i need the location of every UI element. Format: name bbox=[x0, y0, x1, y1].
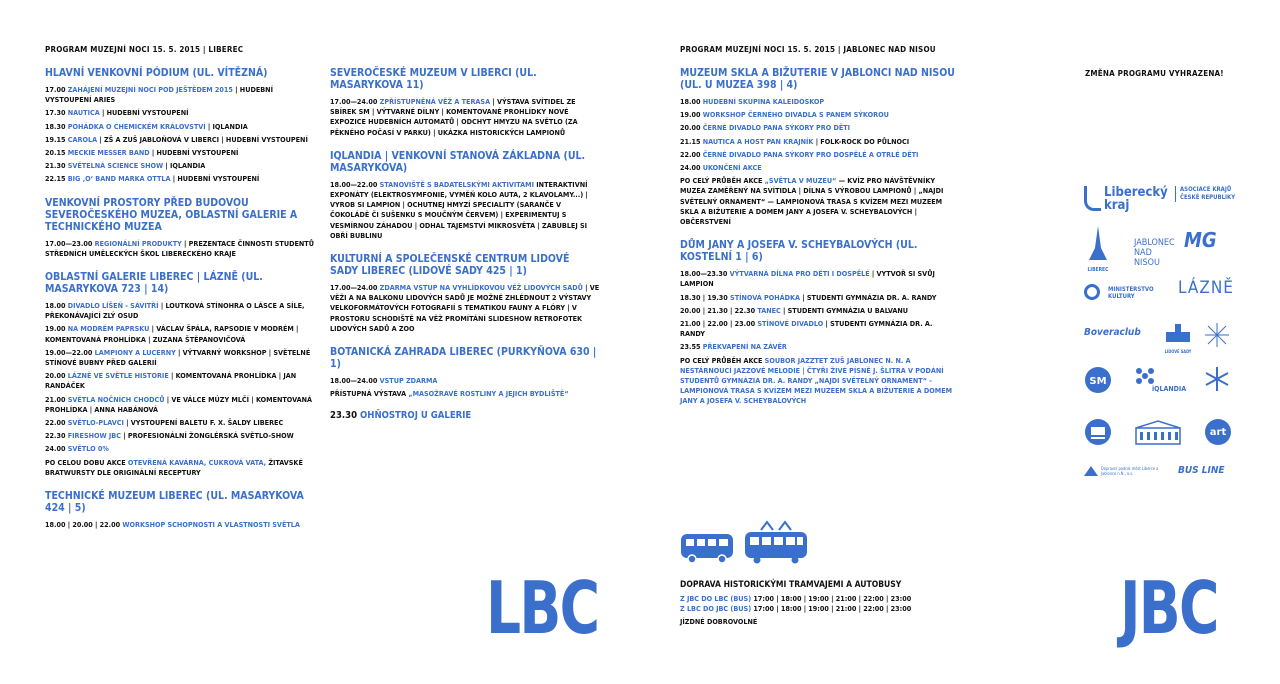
svg-text:SM: SM bbox=[1089, 376, 1107, 387]
item-detail: | VÝSTAVA SVÍTIDEL ZE SBÍREK SM | VÝTVARNÉ DÍLNY | KOMENTOVANÉ PROHLÍDKY NOVÉ EXPOZICE HUDEBNÍCH AUTOMATŮ | ODCHYT HMYZU NA SVĚTLO (ZA PĚKNÉHO POČASÍ V PARKU) | UKÁZKA HISTORICKÝCH LAMPIONŮ bbox=[330, 97, 578, 137]
section-title: VENKOVNÍ PROSTORY PŘED BUDOVOU SEVEROČESKÉHO MUZEA, OBLASTNÍ GALERIE A TECHNICKÉHO MUZEA bbox=[45, 196, 298, 233]
program-section bbox=[330, 67, 600, 138]
item-event: MECKIE MESSER BAND bbox=[67, 148, 150, 158]
transport-section bbox=[680, 580, 980, 627]
transport-row-2: Z LBC DO JBC (BUS) 17:00 | 18:00 | 19:00 | 21:00 | 22:00 | 23:00 bbox=[680, 604, 912, 614]
program-item bbox=[330, 389, 600, 399]
item-event: STÍNOVÁ POHÁDKA bbox=[730, 292, 801, 302]
section-title: IQLANDIA | VENKOVNÍ STANOVÁ ZÁKLADNA (UL. MASARYKOVA) bbox=[330, 149, 586, 174]
program-item bbox=[680, 306, 955, 316]
item-event: NAUTICA bbox=[67, 108, 100, 118]
iqlandia-logo: iQLANDIA bbox=[1134, 366, 1184, 394]
section-title: OBLASTNÍ GALERIE LIBEREC | LÁZNĚ (UL. MASARYKOVA 723 | 14) bbox=[45, 271, 263, 296]
item-time: 19.15 bbox=[45, 134, 66, 144]
item-detail: | HUDEBNÍ VYSTOUPENÍ ARIES bbox=[45, 85, 273, 105]
tram-icon bbox=[743, 520, 809, 568]
item-detail: | IQLANDIA bbox=[207, 121, 248, 131]
right-column bbox=[680, 67, 955, 419]
item-time: 18.30 bbox=[45, 121, 66, 131]
item-time: 20.00 bbox=[45, 371, 66, 381]
program-section bbox=[330, 150, 600, 241]
program-item bbox=[680, 97, 955, 107]
program-item bbox=[680, 269, 955, 289]
item-detail: ŽITAVSKÉ BRATWURSTY DLE ORIGINÁLNÍ RECEPTURY bbox=[45, 457, 303, 477]
right-header: PROGRAM MUZEJNÍ NOCI 15. 5. 2015 | JABLONEC NAD NISOU bbox=[680, 45, 936, 54]
item-time: 21.00 | 22.00 | 23.00 bbox=[680, 319, 756, 329]
section-title: MUZEUM SKLA A BIŽUTERIE V JABLONCI NAD NISOU (UL. U MUZEA 398 | 4) bbox=[680, 67, 955, 91]
item-event: OTEVŘENÁ KAVÁRNA, CUKROVÁ VATA, bbox=[127, 457, 267, 467]
item-time: 17.00—23.00 bbox=[45, 238, 93, 248]
item-event: ZPŘÍSTUPNĚNÁ VĚŽ A TERASA bbox=[379, 97, 491, 106]
program-item bbox=[330, 411, 600, 421]
program-item bbox=[45, 174, 315, 184]
museum-glass-logo: MG bbox=[1184, 228, 1217, 252]
bus-icon bbox=[680, 530, 734, 568]
item-event: ČERNÉ DIVADLO PANA SÝKORY PRO DĚTI bbox=[702, 123, 851, 133]
program-section bbox=[330, 346, 600, 399]
item-event: VÝTVARNÁ DÍLNA PRO DĚTI I DOSPĚLÉ bbox=[729, 269, 870, 279]
item-time: 18.00 bbox=[45, 301, 66, 311]
item-time: 19.00—22.00 bbox=[45, 347, 93, 357]
program-item bbox=[45, 431, 315, 441]
program-item bbox=[45, 148, 315, 158]
program-item bbox=[45, 348, 315, 368]
item-event: SOUBOR JAZZTET ZUŠ JABLONEC N. N. A NESTÁRNOUCÍ JAZZOVÉ MELODIE | ČTYŘI ŽIVÉ PÍSNĚ J. ŠLITRA V PODÁNÍ STUDENTŮ GYMNÁZIA DR. A. RANDY „NAJDI SVĚTELNÝ ORNAMENT“ - LAMPIONOVÁ TRASA S KVÍZEM MEZI MUZEEM SKLA A BIŽUTERIE A DOMEM JANY A JOSEFA V. SCHEYBALOVÝCH bbox=[680, 355, 953, 406]
item-time: PŘÍSTUPNÁ VÝSTAVA bbox=[330, 389, 407, 399]
item-event: SVĚTELNÁ SCIENCE SHOW bbox=[67, 161, 164, 171]
program-section bbox=[680, 239, 955, 406]
item-detail: | PROFESIONÁLNÍ ŽONGLÉRSKÁ SVĚTLO-SHOW bbox=[123, 431, 294, 441]
program-section bbox=[330, 253, 600, 334]
item-detail: — KVÍZ PRO NÁVŠTĚVNÍKY MUZEA ZAMĚŘENÝ NA SVÍTIDLA | DÍLNA S VÝROBOU LAMPIONŮ | „NAJDI SVĚTELNÝ ORNAMENT“ — LAMPIONOVÁ TRASA S KVÍZEM MEZI MUZEEM SKLA A BIŽUTERIE A DOMEM JANY A JOSEFA V. SCHEYBALOVÝCH | OBČERSTVENÍ bbox=[680, 176, 944, 227]
item-time: 24.00 bbox=[45, 444, 66, 454]
item-event: POHÁDKA O CHEMICKÉM KRÁLOVSTVÍ bbox=[67, 121, 206, 131]
section-title: HLAVNÍ VENKOVNÍ PÓDIUM (UL. VÍTĚZNÁ) bbox=[45, 67, 268, 79]
program-item bbox=[330, 376, 600, 386]
item-time: 20.15 bbox=[45, 148, 66, 158]
dopravni-podnik-logo: Dopravní podnik měst Liberce a Jablonce n.N., a.s. bbox=[1084, 466, 1164, 476]
item-time: 17.30 bbox=[45, 108, 66, 118]
jbc-label: JBC bbox=[1120, 566, 1218, 650]
item-time: 18.00—24.00 bbox=[330, 376, 378, 386]
item-event: STANOVIŠTĚ S BADATELSKÝMI AKTIVITAMI bbox=[379, 179, 534, 189]
item-event: NA MODRÉM PAPRSKU bbox=[67, 324, 150, 334]
item-event: NAUTICA A HOST PAN KRAJNÍK bbox=[702, 136, 814, 146]
liberecky-kraj-logo: Liberecký kraj bbox=[1084, 186, 1164, 212]
section-title: SEVEROČESKÉ MUZEUM V LIBERCI (UL. MASARYKOVA 11) bbox=[330, 67, 537, 91]
program-item bbox=[680, 293, 955, 303]
item-event: ČERNÉ DIVADLO PANA SÝKORY PRO DOSPĚLÉ A OTRLÉ DĚTI bbox=[702, 149, 919, 159]
item-detail: | STUDENTI GYMNÁZIA DR. A. RANDY bbox=[680, 319, 933, 339]
section-title: KULTURNÍ A SPOLEČENSKÉ CENTRUM LIDOVÉ SADY LIBEREC (LIDOVÉ SADY 425 | 1) bbox=[330, 253, 570, 278]
art-logo bbox=[1204, 418, 1232, 448]
item-event: SVĚTLA NOČNÍCH CHODCŮ bbox=[67, 394, 165, 404]
item-event: TANEC bbox=[757, 305, 781, 315]
transport-note: JÍZDNÉ DOBROVOLNÉ bbox=[680, 616, 758, 626]
item-detail: | IQLANDIA bbox=[165, 161, 206, 171]
program-item bbox=[45, 108, 315, 118]
item-time: 18.00 | 20.00 | 22.00 bbox=[45, 520, 121, 530]
item-time: PO CELÝ PRŮBĚH AKCE bbox=[680, 176, 763, 186]
item-time: 18.30 | 19.30 bbox=[680, 292, 728, 302]
item-detail: | VÁCLAV ŠPÁLA, RAPSODIE V MODRÉM | KOMENTOVANÁ PROHLÍDKA | ZUZANA ŠTĚPANOVIČOVÁ bbox=[45, 324, 299, 344]
section-title: DŮM JANY A JOSEFA V. SCHEYBALOVÝCH (UL. KOSTELNÍ 1 | 6) bbox=[680, 239, 918, 264]
item-detail: | VÝTVARNÝ WORKSHOP | SVĚTELNÉ STÍNOVÉ BUBNY PŘED GALERIÍ bbox=[45, 347, 311, 368]
item-event: WORKSHOP SCHOPNOSTI A VLASTNOSTI SVĚTLA bbox=[122, 520, 300, 530]
item-time: 18.00 bbox=[680, 97, 701, 106]
program-item bbox=[45, 135, 315, 145]
item-event: SVĚTLO-PLAVCI bbox=[67, 418, 124, 428]
program-section bbox=[330, 411, 600, 421]
left-column-2 bbox=[330, 67, 600, 434]
program-section bbox=[45, 271, 315, 478]
bus-line-logo: BUS LINE bbox=[1178, 465, 1225, 476]
item-time: 24.00 bbox=[680, 163, 701, 173]
item-time: 22.15 bbox=[45, 174, 66, 184]
program-item bbox=[45, 239, 315, 259]
item-detail: | HUDEBNÍ VYSTOUPENÍ bbox=[151, 148, 239, 158]
program-item bbox=[680, 356, 955, 407]
item-event: „SVĚTLA V MUZEU“ bbox=[764, 176, 837, 186]
program-section bbox=[45, 67, 315, 185]
program-item bbox=[45, 161, 315, 171]
ml-logo bbox=[1084, 418, 1112, 448]
program-item bbox=[45, 85, 315, 105]
item-detail: | ZŠ A ZUŠ JABLOŇOVÁ V LIBERCI | HUDEBNÍ VYSTOUPENÍ bbox=[99, 134, 308, 144]
lazne-logo: LÁZNĚ bbox=[1178, 278, 1234, 298]
item-time: 21.15 bbox=[680, 136, 701, 146]
program-item bbox=[330, 180, 600, 241]
program-item bbox=[45, 458, 315, 478]
item-detail: | STUDENTI GYMNÁZIA DR. A. RANDY bbox=[802, 292, 937, 302]
item-event: STÍNOVÉ DIVADLO bbox=[757, 319, 824, 329]
left-column-1 bbox=[45, 67, 315, 542]
item-time: 22.00 bbox=[680, 149, 701, 159]
program-section bbox=[680, 67, 955, 227]
item-event: HUDEBNÍ SKUPINA KALEIDOSKOP bbox=[702, 97, 825, 106]
item-event: WORKSHOP ČERNÉHO DIVADLA S PANEM SÝKOROU bbox=[702, 110, 889, 120]
item-event: LÁZNĚ VE SVĚTLE HISTORIE bbox=[67, 371, 169, 381]
item-event: PŘEKVAPENÍ NA ZÁVĚR bbox=[702, 342, 787, 352]
item-time: 17.00—24.00 bbox=[330, 283, 378, 293]
program-item bbox=[680, 150, 955, 160]
jablonec-logo: JABLONEC NAD NISOU bbox=[1134, 238, 1175, 268]
item-detail: INTERAKTIVNÍ EXPONÁTY (ELEKTROSYMFONIE, VYMĚŇ KOLO AUTA, 2 KLAVOLAMY...) | VYROB SI LAMPION | OCHUTNEJ HMYZÍ SPECIALITY (SARANČE V ČOKOLÁDĚ ČI SUŠENKU S MOUČNÝM ČERVEM) | EXPERIMENTUJ S VESMÍRNOU ZÁHADOU | ODHAL TAJEMSTVÍ MIKROSVĚTA | ZABUBLEJ SI OBŘÍ BUBLINU bbox=[330, 179, 588, 240]
item-event: OHŇOSTROJ U GALERIE bbox=[360, 410, 472, 422]
item-detail: | HUDEBNÍ VYSTOUPENÍ bbox=[101, 108, 189, 118]
item-event: REGIONÁLNÍ PRODUKTY bbox=[94, 238, 182, 248]
program-item bbox=[45, 301, 315, 321]
program-section bbox=[45, 197, 315, 259]
item-time: 19.00 bbox=[680, 110, 701, 120]
item-event: VSTUP ZDARMA bbox=[379, 376, 438, 386]
item-time: 20.00 | 21.30 | 22.30 bbox=[680, 305, 756, 315]
program-item bbox=[330, 97, 600, 138]
item-detail: | VYSTOUPENÍ BALETU F. X. ŠALDY LIBEREC bbox=[126, 418, 284, 428]
item-detail: | FOLK-ROCK DO PŮLNOCI bbox=[815, 136, 910, 146]
item-time: 18.00—22.00 bbox=[330, 179, 378, 189]
item-event: ZAHÁJENÍ MUZEJNÍ NOCI POD JEŠTĚDEM 2015 bbox=[67, 85, 233, 94]
program-item bbox=[45, 395, 315, 415]
program-item bbox=[45, 324, 315, 344]
item-detail: | KOMENTOVANÁ PROHLÍDKA | JAN RANDÁČEK bbox=[45, 371, 297, 391]
item-detail: | STUDENTI GYMNÁZIA U BALVANU bbox=[783, 305, 908, 315]
item-time: PO CELÝ PRŮBĚH AKCE bbox=[680, 355, 763, 365]
item-event: UKONČENÍ AKCE bbox=[702, 163, 762, 173]
item-time: 19.00 bbox=[45, 324, 66, 334]
program-item bbox=[680, 163, 955, 173]
program-item bbox=[45, 371, 315, 391]
snowflake-logo bbox=[1204, 366, 1230, 394]
item-time: 21.30 bbox=[45, 161, 66, 171]
item-event: LAMPIONY A LUCERNY bbox=[94, 347, 176, 357]
program-item bbox=[330, 283, 600, 334]
item-time: 22.30 bbox=[45, 431, 66, 441]
item-detail: | VYTVOŘ SI SVŮJ LAMPION bbox=[680, 269, 935, 289]
item-event: ZDARMA VSTUP NA VYHLÍDKOVOU VĚŽ LIDOVÝCH SADŮ bbox=[379, 283, 583, 293]
program-item bbox=[45, 520, 315, 530]
boveraclub-logo: Boveraclub bbox=[1084, 327, 1141, 338]
item-detail: | HUDEBNÍ VYSTOUPENÍ bbox=[172, 174, 260, 184]
lbc-label: LBC bbox=[486, 566, 599, 650]
item-event: CAROLA bbox=[67, 134, 98, 144]
svg-text:art: art bbox=[1209, 427, 1227, 438]
item-detail: | VE VĚŽI A NA BALKONU LIDOVÝCH SADŮ JE MOŽNÉ ZHLÉDNOUT 2 VÝSTAVY VELKOFORMÁTOVÝCH FOTOGRAFIÍ S TEMATIKOU FAUNY A FLÓRY | V PROSTORU SCHODIŠTĚ NA VĚŽ PROMÍTÁNÍ SLIDESHOW RETROFOTEK LIDOVÝCH SADŮ A ZOO bbox=[330, 283, 600, 333]
technicke-muzeum-logo bbox=[1204, 322, 1230, 350]
liberec-city-logo: LIBEREC bbox=[1086, 226, 1110, 275]
program-item bbox=[680, 123, 955, 133]
left-header: PROGRAM MUZEJNÍ NOCI 15. 5. 2015 | LIBEREC bbox=[45, 45, 244, 54]
item-detail: | PREZENTACE ČINNOSTI STUDENTŮ STŘEDNÍCH UMĚLECKÝCH ŠKOL LIBERECKÉHO KRAJE bbox=[45, 238, 314, 258]
lidove-sady-logo: LIDOVÉ SADY bbox=[1160, 322, 1196, 356]
item-time: 17.00—24.00 bbox=[330, 97, 378, 106]
item-event: BIG ‚O‘ BAND MARKA OTTLA bbox=[67, 174, 171, 184]
item-time: 21.00 bbox=[45, 394, 66, 404]
program-change-notice: ZMĚNA PROGRAMU VYHRAZENA! bbox=[1085, 69, 1224, 78]
transport-title: DOPRAVA HISTORICKÝMI TRAMVAJEMI A AUTOBUSY bbox=[680, 580, 902, 590]
section-title: TECHNICKÉ MUZEUM LIBEREC (UL. MASARYKOVA 424 | 5) bbox=[45, 490, 304, 515]
program-item bbox=[680, 342, 955, 352]
asociace-kraju-logo: ASOCIACE KRAJŮ ČESKÉ REPUBLIKY bbox=[1175, 186, 1242, 202]
item-event: DIVADLO LÍŠEŇ - SÁVITŘÍ bbox=[67, 301, 159, 311]
program-section bbox=[45, 490, 315, 530]
sm-logo bbox=[1084, 366, 1112, 396]
program-item bbox=[45, 418, 315, 428]
program-item bbox=[680, 319, 955, 339]
item-time: 22.00 bbox=[45, 418, 66, 428]
item-event: FIRESHOW JBC bbox=[67, 431, 121, 441]
item-time: 23.55 bbox=[680, 342, 701, 352]
item-time: 20.00 bbox=[680, 123, 701, 133]
item-detail: | VE VÁLCE MÚZY MLČÍ | KOMENTOVANÁ PROHLÍDKA | ANNA HABÁNOVÁ bbox=[45, 394, 313, 414]
item-time: 17.00 bbox=[45, 85, 66, 94]
item-event: „MASOŽRAVÉ ROSTLINY A JEJICH BYDLIŠTĚ“ bbox=[408, 389, 569, 399]
item-time: 18.00—23.30 bbox=[680, 269, 728, 279]
program-item bbox=[680, 110, 955, 120]
section-title: BOTANICKÁ ZAHRADA LIBEREC (PURKYŇOVA 630 | 1) bbox=[330, 346, 597, 371]
building-logo bbox=[1134, 420, 1182, 448]
program-item bbox=[45, 444, 315, 454]
item-time: 23.30 bbox=[330, 410, 358, 422]
item-event: SVĚTLO 0% bbox=[67, 444, 109, 454]
item-detail: | LOUTKOVÁ STÍNOHRA O LÁSCE A SÍLE, PŘEKONÁVAJÍCÍ ZLÝ OSUD bbox=[45, 301, 305, 321]
item-time: PO CELOU DOBU AKCE bbox=[45, 457, 126, 467]
program-item bbox=[45, 122, 315, 132]
program-item bbox=[680, 137, 955, 147]
transport-row-1: Z JBC DO LBC (BUS) 17:00 | 18:00 | 19:00 | 21:00 | 22:00 | 23:00 bbox=[680, 594, 912, 604]
program-item bbox=[680, 176, 955, 227]
